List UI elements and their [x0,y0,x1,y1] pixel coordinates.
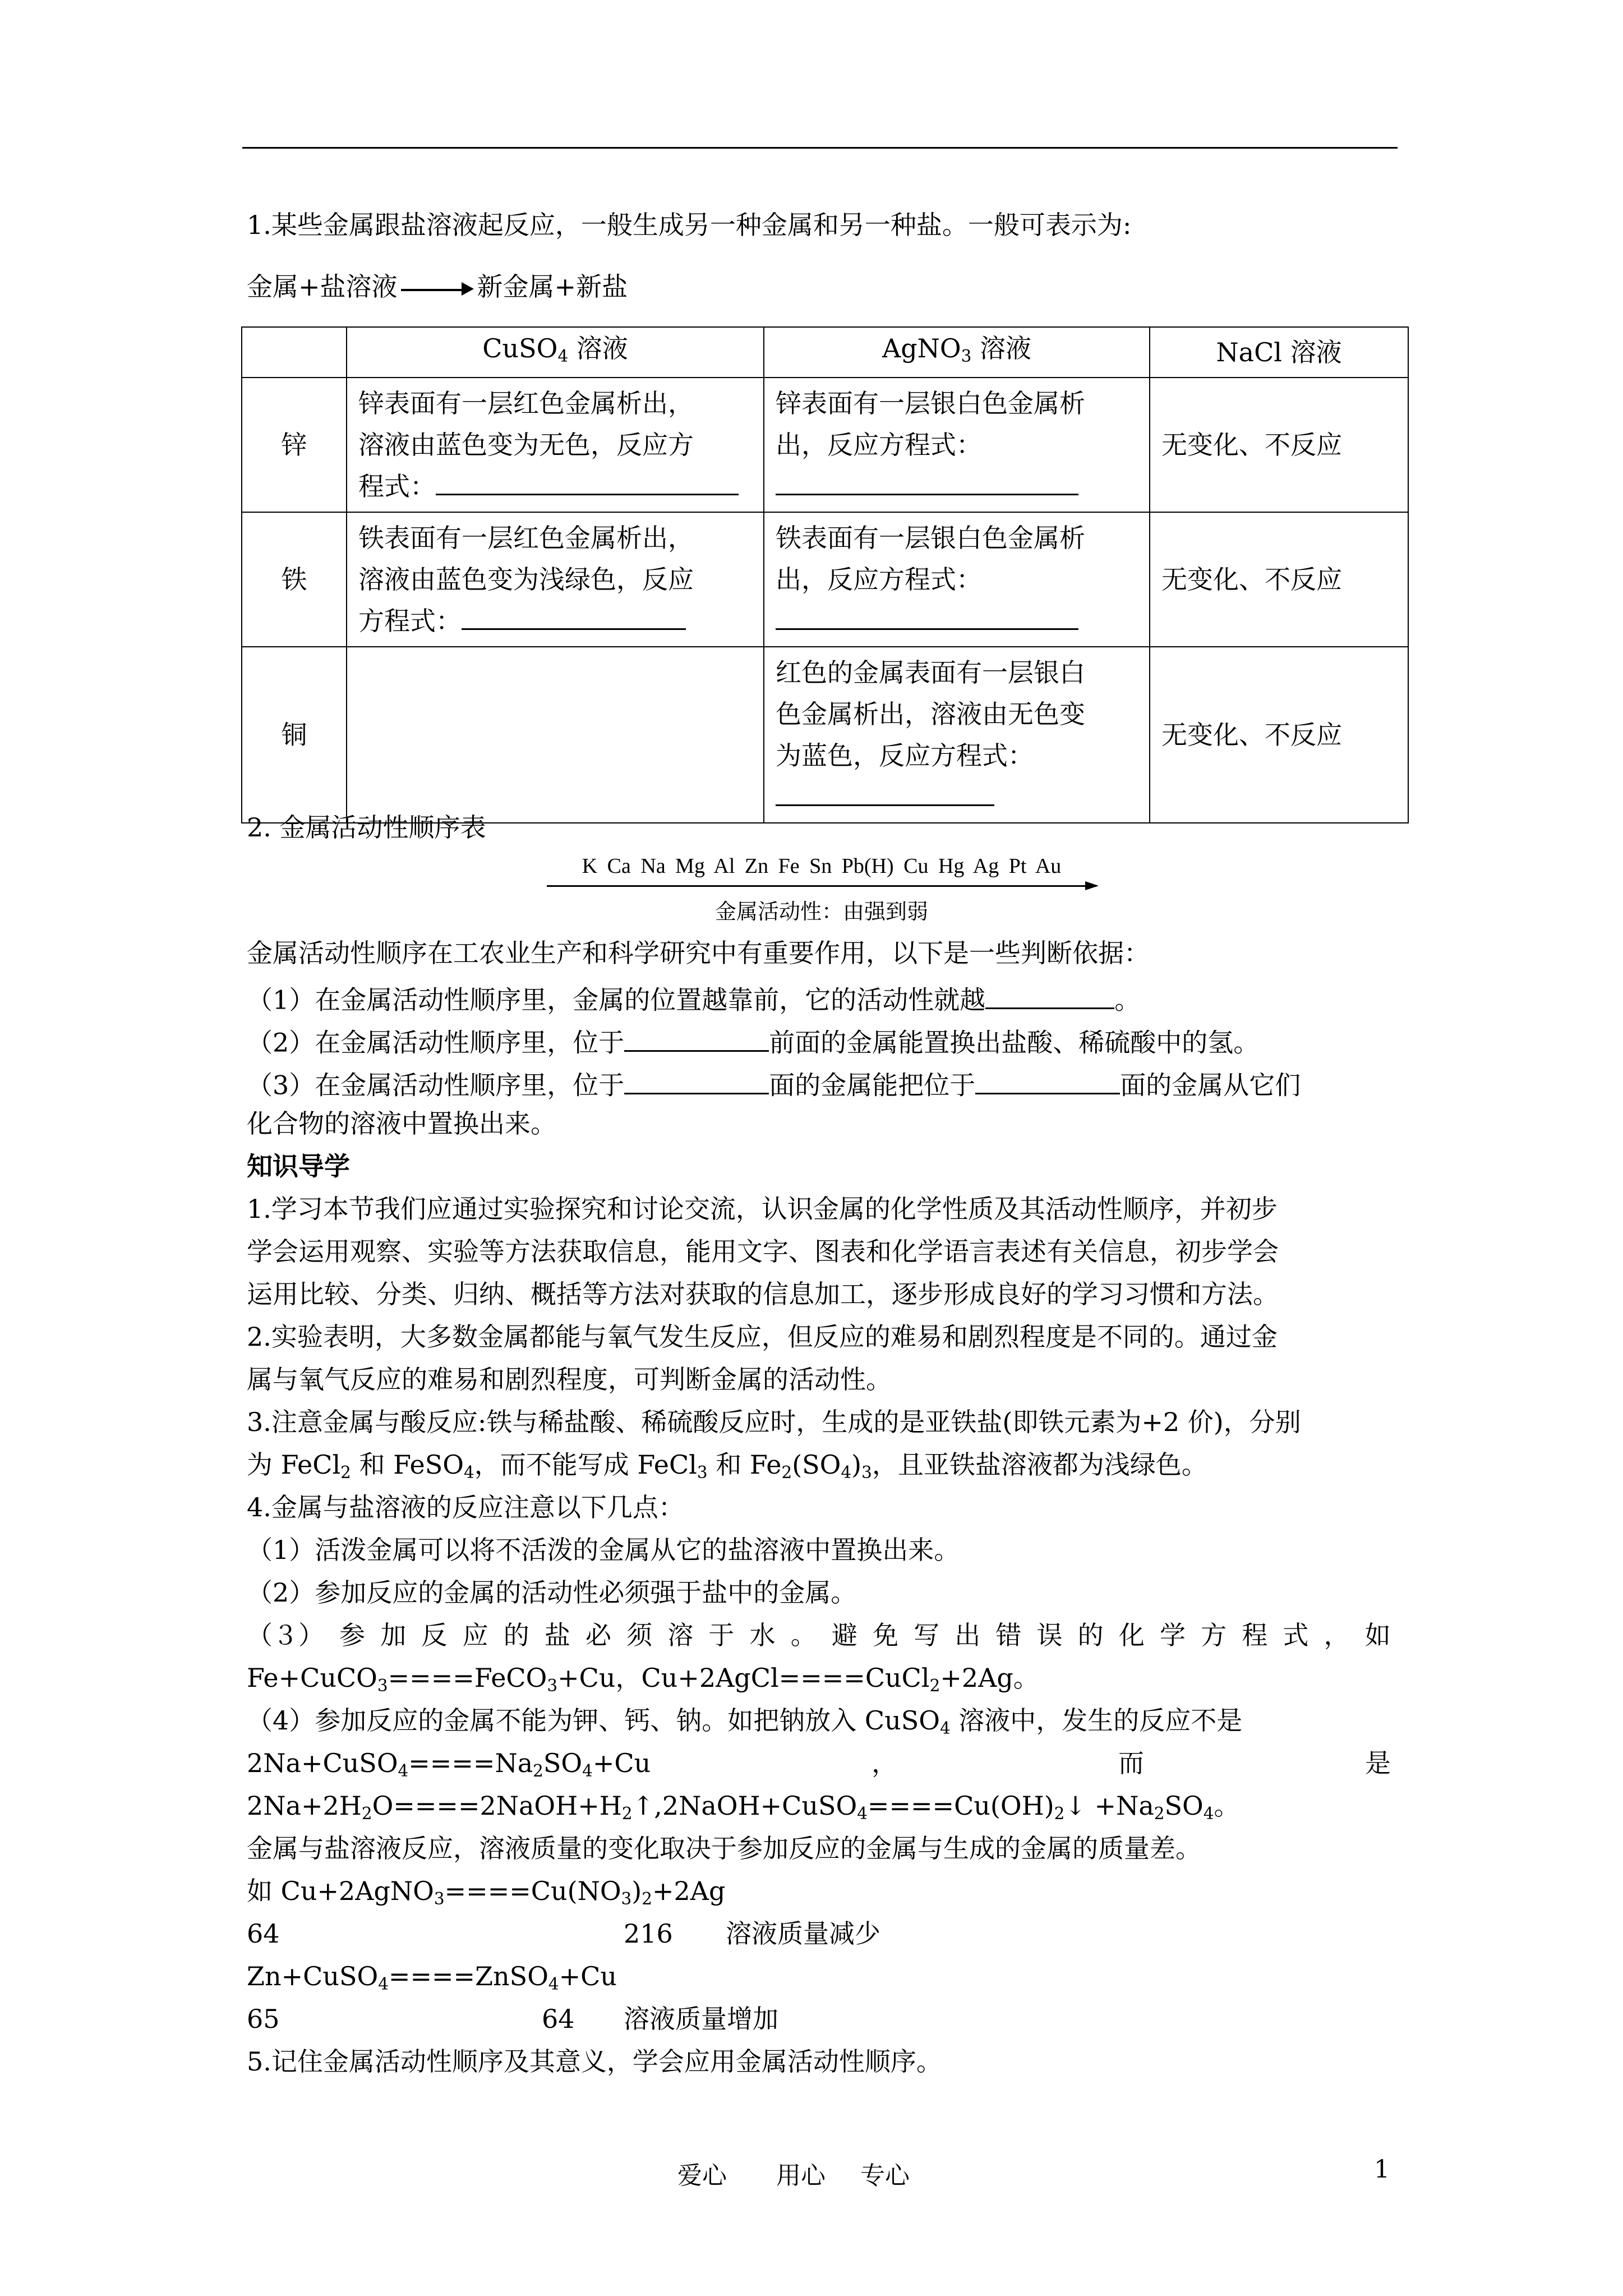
guide-p4-4-line2: $2Na+CuSO_4====Na_2SO_4+Cu$ ， 而 是 [247,1748,1391,1781]
nacl-cell: 无变化、不反应 [1150,512,1408,647]
guide-p4: 4.金属与盐溶液的反应注意以下几点： [247,1492,684,1522]
agno3-cell: 锌表面有一层银白色金属析 出，反应方程式： [764,378,1150,512]
guide-p4-3-line1: （３） 参 加 反 应 的 盐 必 须 溶 于 水 。 避 免 写 出 错 误 的 化 学 方 程 式 ， 如 [247,1620,1391,1650]
answer-blank[interactable] [776,604,1078,631]
guide-p4-3-line2: Fe+CuCO$_3$====FeCO$_3$+Cu，Cu+2AgCl====CuCl$_2$+2Ag。 [247,1663,1039,1696]
answer-blank[interactable] [624,1025,769,1052]
cuso4-cell: 锌表面有一层红色金属析出， 溶液由蓝色变为无色，反应方 程式： [347,378,764,512]
metal-cell: 铜 [242,647,347,823]
guide-p4-4-line1: （4）参加反应的金属不能为钾、钙、钠。如把钠放入 CuSO$_4$ 溶液中，发生的反应不是 [247,1705,1243,1738]
answer-blank[interactable] [436,470,739,496]
table-header-row [242,327,1408,378]
activity-series: K Ca Na Mg Al Zn Fe Sn Pb(H) Cu Hg Ag Pt Au [582,854,1062,878]
rule-3-cont: 化合物的溶液中置换出来。 [247,1108,556,1139]
equation-2-result: 溶液质量增加 [624,2004,778,2034]
guide-p4-1: （1）活泼金属可以将不活泼的金属从它的盐溶液中置换出来。 [247,1535,960,1565]
cuso4-cell [347,647,764,823]
table-row [242,378,1408,512]
agno3-cell: 铁表面有一层银白色金属析 出，反应方程式： [764,512,1150,647]
equation-2: Zn+CuSO$_4$====ZnSO$_4$+Cu [247,1961,617,1994]
section-heading: 知识导学 [247,1151,350,1181]
answer-blank[interactable] [462,604,686,631]
metal-cell: 锌 [242,378,347,512]
cuso4-cell: 铁表面有一层红色金属析出， 溶液由蓝色变为浅绿色，反应 方程式： [347,512,764,647]
answer-blank[interactable] [975,1068,1120,1094]
equation-1: 如 $Cu+2AgNO_3====Cu(NO_3)_2+2Ag$ [247,1876,726,1909]
nacl-cell: 无变化、不反应 [1150,647,1408,823]
table-row [242,512,1408,647]
guide-p1-line2: 学会运用观察、实验等方法获取信息，能用文字、图表和化学语言表述有关信息，初步学会 [247,1236,1279,1267]
guide-p4-2: （2）参加反应的金属的活动性必须强于盐中的金属。 [247,1577,857,1608]
arrow-right-icon [547,885,1096,887]
mass-value: 64 [247,1918,280,1949]
header-rule [242,147,1398,149]
answer-blank[interactable] [624,1068,769,1094]
agno3-cell: 红色的金属表面有一层银白 色金属析出，溶液由无色变 为蓝色，反应方程式： [764,647,1150,823]
guide-p1-line3: 运用比较、分类、归纳、概括等方法对获取的信息加工，逐步形成良好的学习习惯和方法。 [247,1279,1279,1309]
equation-1-mass-b: 216 [624,1918,673,1949]
guide-p2-line1: 2.实验表明，大多数金属都能与氧气发生反应，但反应的难易和剧烈程度是不同的。通过金 [247,1322,1278,1352]
guide-p4-4-line3: $2Na+2H_2O====2NaOH+H_2↑,2NaOH+CuSO_4====Cu(OH)_2↓ +Na_2SO_4$。 [247,1791,1240,1824]
guide-p3-line2: 为 FeCl$_2$ 和 FeSO$_4$，而不能写成 FeCl$_3$ 和 $Fe_2(SO_4)_3$，且亚铁盐溶液都为浅绿色。 [247,1450,1207,1483]
activity-caption: 金属活动性：由强到弱 [714,899,928,924]
header-empty [242,327,347,378]
answer-blank[interactable] [776,780,994,807]
equation-2-mass-b: 64 [542,2004,575,2034]
header-cuso4: CuSO$_4$ 溶液 [347,327,764,378]
equation-2-mass-a: 65 [247,2004,280,2034]
metal-cell: 铁 [242,512,347,647]
guide-p3-line1: 3.注意金属与酸反应:铁与稀盐酸、稀硫酸反应时，生成的是亚铁盐(即铁元素为+2 价)，分别 [247,1407,1301,1437]
general-formula [247,274,628,301]
footer-motto-2: 用心 [776,2161,826,2190]
header-agno3: AgNO$_3$ 溶液 [764,327,1150,378]
guide-p5: 5.记住金属活动性顺序及其意义，学会应用金属活动性顺序。 [247,2046,942,2077]
answer-blank[interactable] [985,983,1114,1009]
rule-2: （2）在金属活动性顺序里，位于 前面的金属能置换出盐酸、稀硫酸中的氢。 [247,1025,1259,1056]
rule-1: （1）在金属活动性顺序里，金属的位置越靠前，它的活动性就越 。 [247,983,1140,1013]
activity-heading: 2. 金属活动性顺序表 [247,812,486,843]
footer-motto-1: 爱心 [677,2161,727,2190]
activity-intro: 金属活动性顺序在工农业生产和科学研究中有重要作用，以下是一些判断依据： [247,938,1150,968]
rule-3: （3）在金属活动性顺序里，位于 面的金属能把位于 面的金属从它们 [247,1068,1301,1098]
guide-p1-line1: 1.学习本节我们应通过实验探究和讨论交流，认识金属的化学性质及其活动性顺序，并初步 [247,1194,1278,1224]
formula-right: 新金属+新盐 [477,272,628,302]
equation-1-masses [247,1918,280,1949]
header-nacl: NaCl 溶液 [1150,327,1408,378]
footer-motto-3: 专心 [860,2161,910,2190]
reaction-table [241,326,1409,823]
answer-blank[interactable] [776,470,1078,496]
nacl-cell: 无变化、不反应 [1150,378,1408,512]
equation-1-result: 溶液质量减少 [726,1918,880,1949]
intro-line [247,212,1131,238]
arrow-icon [401,277,474,300]
formula-left: 金属+盐溶液 [247,272,398,302]
intro-text: 1.某些金属跟盐溶液起反应，一般生成另一种金属和另一种盐。一般可表示为: [247,210,1132,240]
table-row [242,647,1408,823]
guide-p2-line2: 属与氧气反应的难易和剧烈程度，可判断金属的活动性。 [247,1364,892,1395]
mass-note: 金属与盐溶液反应，溶液质量的变化取决于参加反应的金属与生成的金属的质量差。 [247,1833,1201,1864]
page-number: 1 [1374,2155,1390,2184]
